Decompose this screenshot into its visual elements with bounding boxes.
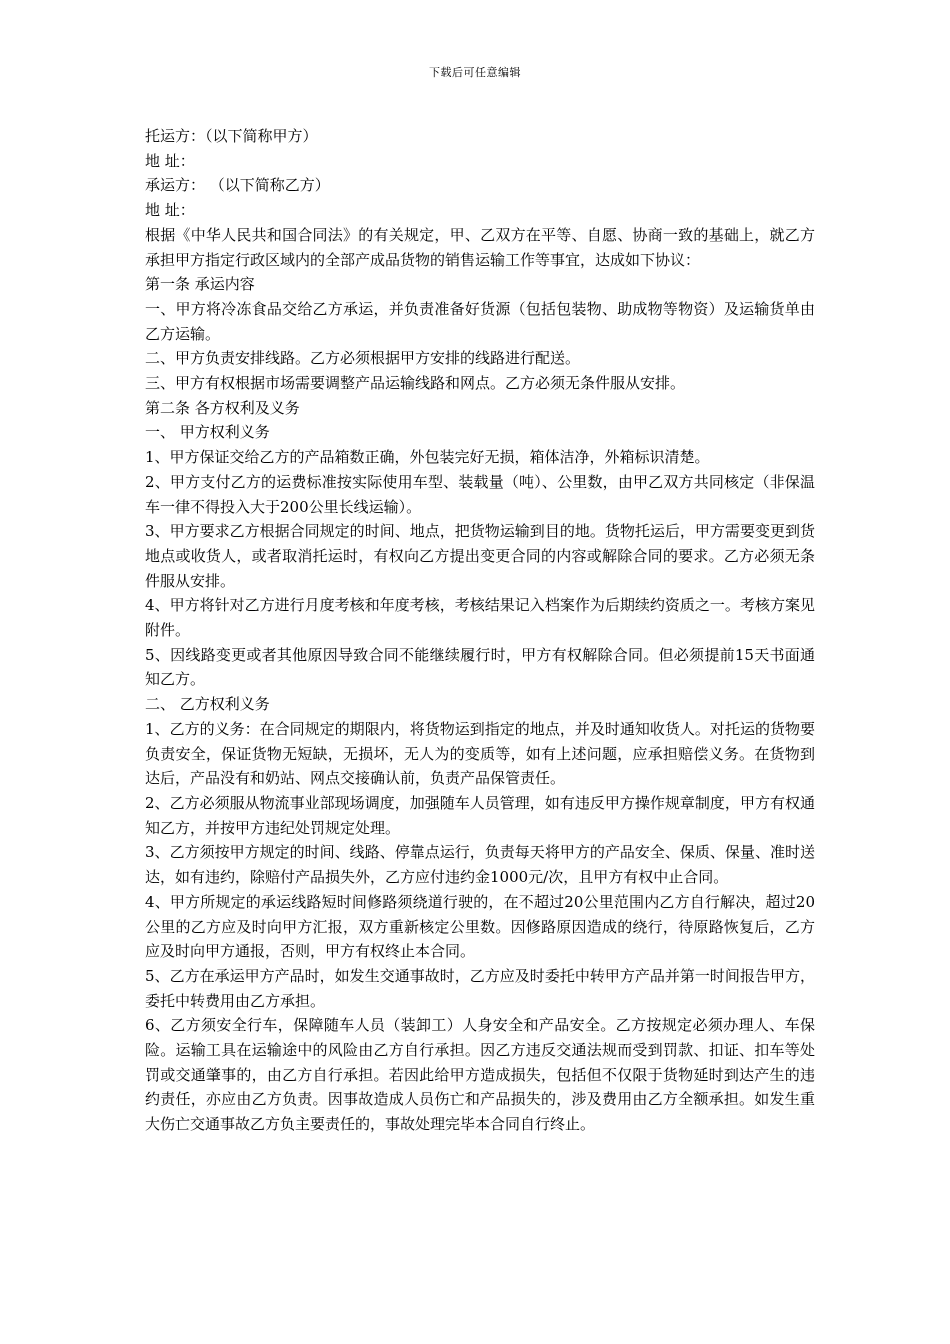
- article-1-item-2: 二、甲方负责安排线路。乙方必须根据甲方安排的线路进行配送。: [145, 349, 581, 368]
- party-a-item-5: 5、因线路变更或者其他原因导致合同不能继续履行时，甲方有权解除合同。但必须提前15天书面通知乙方。: [145, 645, 815, 689]
- contract-body: [145, 124, 815, 1137]
- party-a-item-1: 1、甲方保证交给乙方的产品箱数正确，外包装完好无损，箱体洁净，外箱标识清楚。: [145, 448, 710, 467]
- party-a-item-2: 2、甲方支付乙方的运费标准按实际使用车型、装载量（吨）、公里数，由甲乙双方共同核定（非保温车一律不得投入大于200公里长线运输）。: [145, 472, 815, 516]
- article-1-item-3: 三、甲方有权根据市场需要调整产品运输线路和网点。乙方必须无条件服从安排。: [145, 374, 686, 393]
- party-a-item-3: 3、甲方要求乙方根据合同规定的时间、地点，把货物运输到目的地。货物托运后，甲方需要变更到货地点或收货人，或者取消托运时，有权向乙方提出变更合同的内容或解除合同的要求。乙方必须无条件服从安排。: [145, 522, 815, 590]
- carrier-address: 地 址：: [145, 201, 195, 220]
- party-b-item-4: 4、甲方所规定的承运线路短时间修路须绕道行驶的，在不超过20公里范围内乙方自行解决，超过20公里的乙方应及时向甲方汇报，双方重新核定公里数。因修路原因造成的绕行，待原路恢复后，乙方应及时向甲方通报，否则，甲方有权终止本合同。: [145, 892, 815, 961]
- party-b-heading: 二、 乙方权利义务: [145, 695, 270, 714]
- carrier-line: 承运方： （以下简称乙方）: [145, 176, 330, 195]
- article-2-heading: 第二条 各方权利及义务: [145, 398, 300, 417]
- party-b-item-2: 2、乙方必须服从物流事业部现场调度，加强随车人员管理，如有违反甲方操作规章制度，甲方有权通知乙方，并按甲方违纪处罚规定处理。: [145, 793, 815, 837]
- page-header: 下载后可任意编辑: [429, 66, 521, 79]
- party-a-item-4: 4、甲方将针对乙方进行月度考核和年度考核，考核结果记入档案作为后期续约资质之一。考核方案见附件。: [145, 596, 815, 640]
- article-1-item-1: 一、甲方将冷冻食品交给乙方承运，并负责准备好货源（包括包装物、助成物等物资）及运输货单由乙方运输。: [145, 299, 815, 343]
- consignor-line: 托运方：（以下简称甲方）: [145, 127, 318, 145]
- party-b-item-1: 1、乙方的义务：在合同规定的期限内，将货物运到指定的地点，并及时通知收货人。对托运的货物要负责安全，保证货物无短缺，无损坏，无人为的变质等，如有上述问题，应承担赔偿义务。在货物到达后，产品没有和奶站、网点交接确认前，负责产品保管责任。: [145, 719, 815, 788]
- consignor-address: 地 址：: [145, 151, 195, 170]
- preamble: 根据《中华人民共和国合同法》的有关规定，甲、乙双方在平等、自愿、协商一致的基础上，就乙方承担甲方指定行政区域内的全部产成品货物的销售运输工作等事宜，达成如下协议：: [145, 225, 815, 269]
- party-b-item-5: 5、乙方在承运甲方产品时，如发生交通事故时，乙方应及时委托中转甲方产品并第一时间报告甲方，委托中转费用由乙方承担。: [145, 966, 815, 1010]
- party-b-item-6: 6、乙方须安全行车，保障随车人员（装卸工）人身安全和产品安全。乙方按规定必须办理人、车保险。运输工具在运输途中的风险由乙方自行承担。因乙方违反交通法规而受到罚款、扣证、扣车等处罚或交通肇事的，由乙方自行承担。若因此给甲方造成损失，包括但不仅限于货物延时到达产生的违约责任，亦应由乙方负责。因事故造成人员伤亡和产品损失的，涉及费用由乙方全额承担。如发生重大伤亡交通事故乙方负主要责任的，事故处理完毕本合同自行终止。: [145, 1016, 815, 1134]
- article-1-heading: 第一条 承运内容: [145, 275, 255, 294]
- party-a-heading: 一、 甲方权利义务: [145, 423, 270, 442]
- party-b-item-3: 3、乙方须按甲方规定的时间、线路、停靠点运行，负责每天将甲方的产品安全、保质、保量、准时送达，如有违约，除赔付产品损失外，乙方应付违约金1000元/次，且甲方有权中止合同。: [145, 843, 815, 887]
